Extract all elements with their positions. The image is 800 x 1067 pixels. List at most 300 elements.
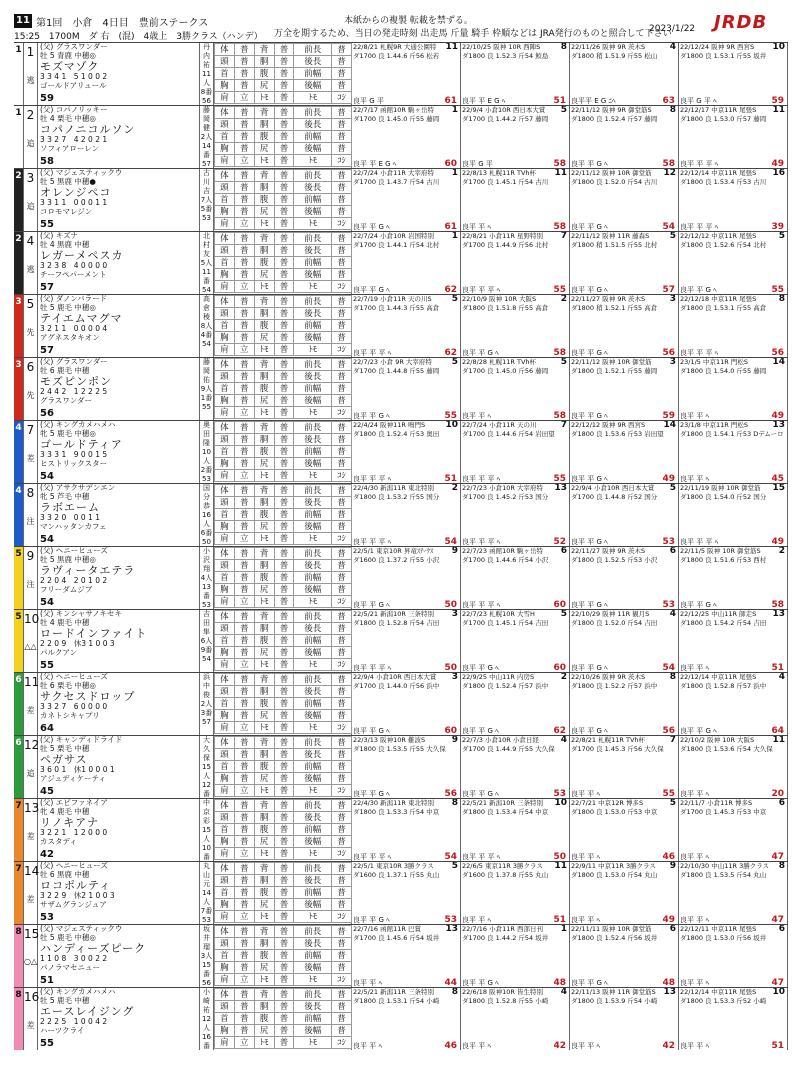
body-eval-row [215,887,352,899]
past-race [461,106,570,168]
past-race-place: 5 [451,358,458,367]
past-race-place: 5 [778,232,785,241]
body-eval-cell: ﾄﾓ [254,281,274,293]
body-eval-row [215,308,352,320]
body-eval-cell: 腹 [254,320,274,332]
body-eval-cell: 普 [234,422,254,434]
body-eval-cell: 肩 [215,722,235,734]
body-eval-row [215,131,352,143]
body-eval-cell: 立 [234,407,254,419]
body-eval-cell: 普 [234,824,254,836]
horse-number-cell [24,673,38,735]
body-eval-row [215,485,352,497]
body-eval-cell: 普 [274,371,294,383]
past-race [461,484,570,546]
body-eval-cell: 胴 [254,497,274,509]
past-race-body: ダ1800 良 1.52.8 斤54 吉田 [353,618,440,627]
dam-sire: ソフィアローレン [40,144,100,154]
past-race-place: 10 [445,421,458,430]
past-race-score: 56 [662,725,675,735]
frame-number: 5 [14,610,24,672]
past-race [352,169,461,231]
body-eval-cell: ﾄﾓ [294,218,332,230]
past-race-header: 23/1/8 中京11R 門松S [680,421,748,429]
horse-info [38,862,200,924]
horse-profile: 牡 4 黒鹿 中穂 [40,239,90,249]
record-line: 3 2 2 1 1 2 0 0 0 [40,828,108,838]
past-race-body: ダ1800 良 1.53.1 斤54 小崎 [353,996,440,1005]
body-eval-cell: 体 [215,485,235,497]
body-eval-cell: 前長 [294,44,332,56]
body-eval-cell: 普 [234,233,254,245]
body-eval-cell: 普 [332,143,352,155]
body-eval-cell: 普 [332,359,352,371]
body-eval-cell: 尻 [254,206,274,218]
body-eval-cell: 体 [215,359,235,371]
horse-name[interactable]: ロードインファイト [40,627,148,641]
past-race-footer: 良平 G 平 ﾍ [680,96,717,105]
past-race-footer: 良平 平 G ﾍ [353,285,390,294]
body-eval-cell: 普 [274,434,294,446]
sire: (父) キンシャサノキセキ [40,610,122,618]
body-eval-cell: 普 [274,320,294,332]
body-eval-cell: 普 [234,296,254,308]
body-eval-cell: 普 [332,170,352,182]
past-race-header: 22/11/12 阪神 11R 藤森S [571,232,650,240]
horse-name[interactable]: サクセスドロップ [40,690,136,704]
dam-sire: グラスワンダー [40,396,92,406]
body-eval-cell: 頭 [215,623,235,635]
body-eval-cell: ﾄﾓ [294,407,332,419]
body-eval-row [215,899,352,911]
running-style: 逃 [26,76,35,85]
sire: (父) マジェスティックウ [40,169,123,177]
body-eval-cell: 普 [274,926,294,938]
horse-name[interactable]: コパノニコルソン [40,123,136,137]
horse-score: 57 [40,282,54,294]
body-eval-row [215,281,352,293]
frame-number: 8 [14,925,24,987]
horse-name[interactable]: テイエムマグマ [40,312,123,326]
past-race-body: ダ1800 良 1.51.6 斤53 西村 [680,555,767,564]
past-race [679,106,788,168]
body-eval-row [215,245,352,257]
horse-score: 42 [40,849,54,861]
sire: (父) マジェスティックウ [40,925,123,933]
running-style: 追 [26,202,35,211]
past-race-body: ダ1800 良 1.53.0 斤53 中京 [571,807,658,816]
body-eval-cell: ｺｼ [332,911,352,923]
body-eval-cell: 普 [274,80,294,92]
past-race-footer: 良平 平 G ﾍ [571,537,608,546]
past-race-body: ダ1800 良 1.53.9 斤54 小崎 [571,996,658,1005]
past-race-footer: 良平 平 ﾍ [680,789,709,798]
body-eval-cell: 普 [234,434,254,446]
body-eval-row [215,359,352,371]
past-race-place: 13 [554,484,567,493]
body-eval-cell: 胸 [215,773,235,785]
dam-sire: サザムグランジュア [40,900,107,910]
body-eval-cell: ｺｼ [332,785,352,797]
body-eval-cell: 後長 [294,812,332,824]
past-race-body: ダ1800 良 1.52.4 斤53 奥田 [353,429,440,438]
body-eval-cell: 普 [274,107,294,119]
horse-info [38,988,200,1050]
body-eval-row [215,533,352,545]
body-eval-cell: 普 [332,44,352,56]
body-eval-cell: 普 [234,332,254,344]
past-race-body: ダ1700 良 1.44.6 斤56 松若 [353,51,440,60]
frame-number: 8 [14,988,24,1050]
past-race-footer: 良平 平 平 ﾍ [353,663,392,672]
body-eval-cell: 普 [274,194,294,206]
horse-name[interactable]: ロコポルティ [40,879,112,893]
body-eval-row [215,371,352,383]
past-race [679,43,788,105]
body-eval-row [215,218,352,230]
past-race-place: 11 [445,43,458,52]
horse-score: 55 [40,660,54,672]
past-race-place: 5 [669,484,676,493]
horse-info [38,169,200,231]
sire: (父) ヘニーヒューズ [40,862,108,870]
body-eval-cell: 普 [332,395,352,407]
horse-score: 53 [40,912,54,924]
body-eval-cell: 背 [254,737,274,749]
past-race-score: 39 [771,221,784,231]
past-race-footer: 良平 平 平 ﾍ [353,852,392,861]
jockey-cell: 小沢翔 4人 13番 53 [200,547,213,609]
body-eval-cell: 前幅 [294,887,332,899]
horse-number: 7 [26,423,35,437]
past-race [352,421,461,483]
past-race-footer: 良平 平 ﾍ [571,852,600,861]
past-race-place: 2 [778,547,785,556]
body-eval-cell: 首 [215,194,235,206]
past-race [352,799,461,861]
body-eval-cell: 普 [332,584,352,596]
body-eval-row [215,710,352,722]
body-eval-row [215,761,352,773]
body-eval-cell: 普 [274,848,294,860]
past-race-header: 22/7/24 小倉10R 岩国特別 [353,232,434,240]
body-evaluation [214,358,352,420]
past-race-score: 46 [662,851,675,861]
past-race [461,988,570,1050]
body-eval-cell: 普 [234,395,254,407]
frame-number: 4 [14,484,24,546]
body-eval-cell: 普 [274,533,294,545]
past-race-score: 49 [771,536,784,546]
body-eval-cell: ﾄﾓ [294,911,332,923]
running-style: 差 [26,454,35,463]
horse-name[interactable]: ゴールドティア [40,438,123,452]
body-eval-cell: 前長 [294,611,332,623]
horse-number: 2 [26,108,35,122]
body-eval-cell: 頭 [215,245,235,257]
body-eval-row [215,407,352,419]
past-race-place: 11 [554,169,567,178]
body-eval-cell: 前幅 [294,635,332,647]
past-race-header: 22/11/19 阪神 10R 御堂筋 [680,484,761,492]
past-race-header: 22/10/9 阪神 10R 大阪S [462,295,537,303]
horse-number: 10 [24,612,40,626]
horse-name[interactable]: ペガサス [40,753,88,767]
body-eval-cell: 普 [234,635,254,647]
body-eval-cell: 前幅 [294,68,332,80]
body-eval-row [215,722,352,734]
past-race-score: 56 [662,347,675,357]
past-race-body: ダ1800 良 1.53.2 斤55 国分 [353,492,440,501]
past-race [570,736,679,798]
past-race-place: 7 [560,232,567,241]
body-eval-row [215,974,352,986]
sire: (父) グラスワンダー [40,43,108,51]
past-race [570,169,679,231]
horse-row [14,735,788,798]
body-eval-cell: 普 [274,761,294,773]
past-race [461,232,570,294]
body-eval-cell: 普 [274,875,294,887]
past-race [570,799,679,861]
past-race-header: 22/8/28 札幌11R TVh杯 [462,358,537,366]
body-eval-cell: 頭 [215,560,235,572]
body-eval-cell: ｺｼ [332,596,352,608]
verification-notice: 万全を期するため、当日の発走時刻 出走馬 斤量 騎手 枠順などは JRA発行のものと照合して下さい [274,29,672,39]
body-eval-cell: 普 [332,56,352,68]
body-eval-cell: 後長 [294,56,332,68]
body-eval-cell: 肩 [215,92,235,104]
past-race-body: ダ1800 良 1.52.3 斤54 鮫島 [462,51,549,60]
body-eval-cell: 普 [274,623,294,635]
past-race-score: 58 [771,599,784,609]
body-eval-cell: 後長 [294,1001,332,1013]
jockey-cell: 丹内祐 11人 8番 56 [200,43,213,105]
past-race-score: 55 [771,284,784,294]
body-eval-cell: 胴 [254,245,274,257]
past-race [679,925,788,987]
horse-score: 55 [40,1038,54,1050]
horse-name[interactable]: モズピンポン [40,375,112,389]
body-eval-row [215,92,352,104]
body-eval-row [215,635,352,647]
body-eval-cell: 腹 [254,572,274,584]
past-race-header: 22/7/24 小倉11R 大宰府特 [353,169,434,177]
body-eval-cell: 立 [234,344,254,356]
past-race-place: 9 [451,547,458,556]
past-race [679,862,788,924]
body-eval-cell: 前長 [294,485,332,497]
dam-sire: アジュディケーティ [40,774,106,784]
horse-name[interactable]: ハンディーズピーク [40,942,147,956]
body-eval-table [214,673,352,734]
past-race [352,925,461,987]
past-race-footer: 良平 平 ﾍ [680,663,709,672]
past-race-score: 61 [444,95,457,105]
body-eval-row [215,800,352,812]
body-eval-cell: 肩 [215,659,235,671]
past-race-body: ダ1800 良 1.52.4 斤56 坂井 [571,933,658,942]
horse-name[interactable]: オレンジペコ [40,186,112,200]
past-race-body: ダ1700 良 1.44.2 斤54 坂井 [462,933,549,942]
past-race-score: 55 [444,410,457,420]
horse-info [38,799,200,861]
body-eval-cell: 普 [234,194,254,206]
body-eval-cell: 首 [215,698,235,710]
past-race-score: 61 [444,221,457,231]
running-style: 追 [26,769,35,778]
body-eval-cell: 普 [234,938,254,950]
past-race-footer: 良平 平 ﾍ [353,1041,382,1050]
body-eval-cell: 前長 [294,863,332,875]
past-race [461,736,570,798]
body-eval-cell: 後長 [294,749,332,761]
body-eval-cell: 普 [274,131,294,143]
body-eval-cell: 普 [234,761,254,773]
past-race-footer: 良平 平 ﾍ [462,1041,491,1050]
horse-name[interactable]: リノキアナ [40,816,100,830]
sire: (父) キングカメハメハ [40,421,116,429]
horse-number-cell [24,925,38,987]
body-eval-cell: 普 [274,407,294,419]
past-race-body: ダ1700 良 1.44.8 斤55 藤岡 [353,366,440,375]
past-race-body: ダ1800 良 1.52.4 斤57 浜中 [462,681,549,690]
horse-number: 8 [26,486,35,500]
body-eval-cell: 立 [234,659,254,671]
body-eval-row [215,383,352,395]
body-eval-cell: 普 [274,458,294,470]
running-style: 差 [26,706,35,715]
past-race-footer: 良平 平 G ﾍ [680,726,717,735]
body-eval-row [215,926,352,938]
horse-name[interactable]: モズマゾク [40,60,100,74]
past-race [570,610,679,672]
body-eval-cell: 普 [274,1025,294,1037]
body-eval-cell: 背 [254,170,274,182]
body-eval-cell: 普 [274,824,294,836]
past-race [461,673,570,735]
horse-name[interactable]: エースレイジング [40,1005,135,1019]
body-eval-cell: 普 [234,926,254,938]
body-eval-cell: 普 [332,1013,352,1025]
body-eval-row [215,623,352,635]
past-race-body: ダ1700 良 1.43.7 斤54 古川 [353,177,440,186]
body-eval-cell: 普 [274,383,294,395]
body-eval-row [215,434,352,446]
body-eval-cell: 普 [234,887,254,899]
body-eval-cell: 普 [234,269,254,281]
body-eval-cell: 前長 [294,107,332,119]
body-eval-cell: ﾄﾓ [294,848,332,860]
past-race-header: 22/8/13 札幌11R TVh杯 [462,169,537,177]
past-race-place: 1 [451,232,458,241]
past-race-score: 42 [553,1040,566,1050]
past-race-place: 13 [772,421,785,430]
past-race-footer: 良平 平 平 ﾍ [462,852,501,861]
running-style: 先 [26,328,35,337]
past-race-place: 9 [451,736,458,745]
frame-number: 2 [14,232,24,294]
past-race-body: ダ1700 良 1.44.9 斤55 大久保 [462,744,555,753]
body-eval-row [215,233,352,245]
jockey-cell: 高倉稜 8人 4番 54 [200,295,214,357]
body-eval-cell: 普 [274,296,294,308]
body-eval-cell: 体 [215,107,235,119]
horse-name[interactable]: レガーメペスカ [40,249,124,263]
record-line: 2 4 4 2 1 2 2 2 5 [40,387,108,397]
past-race [679,295,788,357]
body-eval-cell: 背 [254,485,274,497]
body-eval-cell: 普 [332,269,352,281]
past-race [461,925,570,987]
past-race-body: ダ1700 良 1.44.9 斤56 北村 [462,240,549,249]
body-eval-cell: 普 [332,950,352,962]
body-eval-cell: 普 [234,686,254,698]
horse-row [14,294,788,357]
body-eval-cell: 肩 [215,155,235,167]
body-eval-cell: 首 [215,68,235,80]
body-eval-row [215,68,352,80]
past-race-score: 58 [553,410,566,420]
body-eval-cell: 尻 [254,962,274,974]
body-eval-cell: 普 [234,371,254,383]
horse-name[interactable]: ラヴィータエテラ [40,564,136,578]
body-evaluation [214,862,352,924]
sire: (父) グラスワンダー [40,358,108,366]
body-eval-cell: ｺｼ [332,974,352,986]
body-eval-row [215,785,352,797]
horse-number-cell [24,547,38,609]
past-race-body: ダ1800 良 1.52.8 斤55 小崎 [462,996,549,1005]
body-eval-cell: 体 [215,737,235,749]
body-eval-cell: 普 [332,485,352,497]
body-eval-cell: 普 [274,281,294,293]
past-race-header: 22/5/21 新潟11R 三条特別 [353,988,434,996]
body-eval-row [215,422,352,434]
past-race-score: 51 [553,95,566,105]
body-eval-cell: 普 [274,737,294,749]
body-eval-cell: 普 [332,737,352,749]
frame-number: 6 [14,673,24,735]
body-eval-cell: 頭 [215,686,235,698]
body-eval-row [215,572,352,584]
body-evaluation [214,799,352,861]
record-line: 3 3 1 1 0 0 0 1 1 [40,198,108,208]
past-race-header: 22/8/21 札幌9R 大通公園特 [353,43,437,51]
past-race-score: 62 [444,347,457,357]
past-race-body: ダ1700 良 1.44.1 斤54 北村 [353,240,440,249]
past-race-header: 22/10/26 阪神 9R 茨木S [571,673,646,681]
body-eval-cell: 普 [274,698,294,710]
past-race-score: 47 [771,977,784,987]
body-eval-cell: 後長 [294,434,332,446]
body-eval-cell: 胴 [254,749,274,761]
past-race-place: 9 [669,862,676,871]
dam-sire: マンハッタンカフェ [40,522,107,532]
body-eval-cell: 普 [332,446,352,458]
body-eval-cell: 普 [274,647,294,659]
past-race-header: 22/12/14 中京11R 尾張S [680,673,757,681]
body-eval-cell: 普 [332,875,352,887]
body-eval-cell: 普 [274,635,294,647]
past-race-footer: 良平 平 ﾍ [353,978,382,987]
past-race-place: 5 [669,799,676,808]
body-eval-cell: 尻 [254,710,274,722]
past-race-body: ダ1700 良 1.45.0 斤56 藤岡 [462,366,549,375]
body-eval-cell: 背 [254,548,274,560]
horse-name[interactable]: ラボエーム [40,501,100,515]
body-eval-row [215,470,352,482]
